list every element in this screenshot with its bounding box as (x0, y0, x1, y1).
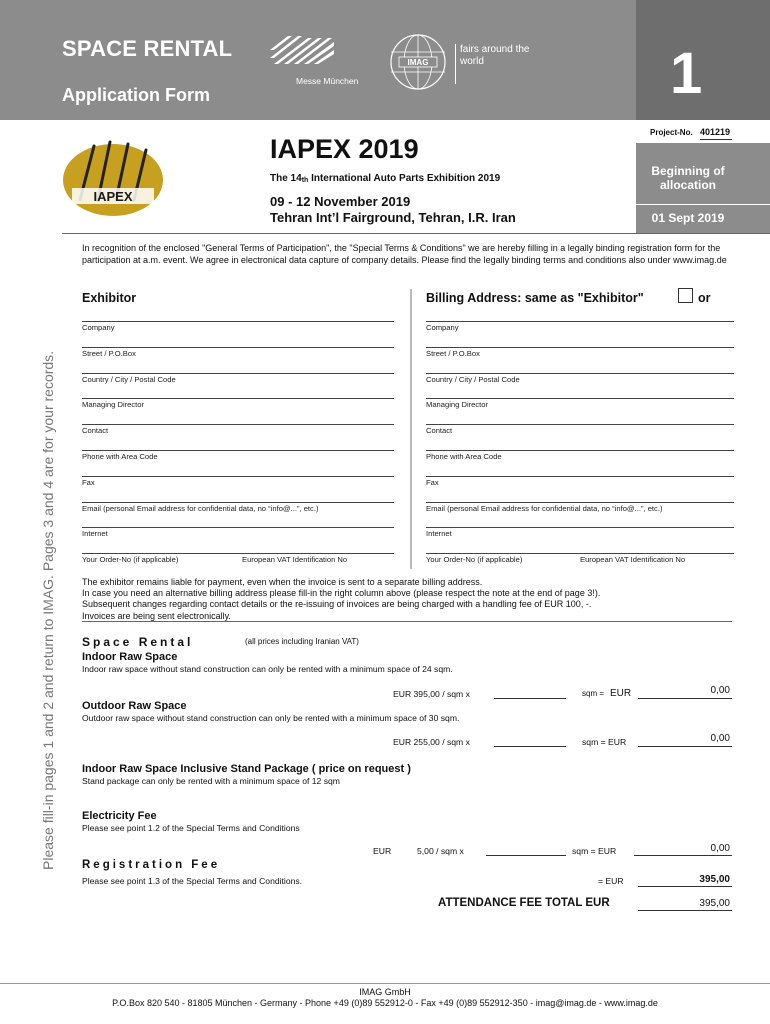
space-rental-note: (all prices including Iranian VAT) (245, 637, 359, 646)
exhibitor-field-label: Managing Director (82, 400, 145, 410)
event-venue: Tehran Int’l Fairground, Tehran, I.R. Iran (270, 210, 516, 225)
iapex-logo-text: IAPEX (93, 189, 133, 204)
total-amount-line (638, 910, 732, 911)
allocation-divider (636, 204, 770, 205)
exhibitor-field-label: Contact (82, 426, 109, 436)
billing-field-label: Phone with Area Code (426, 452, 502, 461)
billing-field-label: Email (personal Email address for confidential data, no “info@...”, etc.) (426, 503, 663, 513)
package-text: Stand package can only be rented with a minimum space of 12 sqm (82, 776, 340, 786)
form-subtitle: Application Form (62, 85, 210, 105)
allocation-date: 01 Sept 2019 (651, 211, 725, 225)
indoor-price: EUR 395,00 / sqm x (393, 689, 470, 699)
registration-amount-line (638, 886, 732, 887)
billing-or: or (698, 291, 711, 305)
outdoor-text: Outdoor raw space without stand construction can only be rented with a minimum space of 30 sqm. (82, 713, 460, 723)
header-page-box (636, 0, 770, 120)
registration-eur-label: = EUR (598, 876, 624, 886)
side-instruction: Please fill-in pages 1 and 2 and return to IMAG. Pages 3 and 4 are for your records. (40, 350, 56, 870)
billing-field-label: Street / P.O.Box (426, 348, 480, 358)
billing-field-label: Contact (426, 426, 453, 436)
electricity-heading: Electricity Fee (82, 810, 157, 822)
messe-label: Messe München (296, 76, 359, 86)
billing-field-input[interactable] (426, 527, 734, 528)
iapex-logo-icon (58, 128, 168, 224)
liability-line: Invoices are being sent electronically. (82, 610, 231, 621)
electricity-eur: EUR (373, 846, 392, 856)
registration-amount: 395,00 (699, 874, 730, 885)
page-number: 1 (670, 41, 703, 106)
liability-divider (82, 621, 732, 622)
exhibitor-field-label: Country / City / Postal Code (82, 374, 176, 384)
registration-text: Please see point 1.3 of the Special Terms and Conditions. (82, 876, 303, 886)
electricity-amount: 0,00 (710, 843, 730, 854)
exhibitor-field-label: Phone with Area Code (82, 452, 158, 461)
outdoor-amount-line (638, 746, 732, 747)
event-dates: 09 - 12 November 2019 (270, 194, 411, 209)
project-underline (700, 139, 732, 140)
exhibitor-field-input[interactable] (82, 527, 394, 528)
indoor-amount: 0,00 (710, 685, 730, 696)
billing-field-input[interactable] (426, 321, 734, 322)
messe-muenchen-logo-icon (270, 32, 370, 78)
exhibitor-field-input[interactable] (82, 424, 394, 425)
exhibitor-field-label: Internet (82, 529, 108, 539)
indoor-text: Indoor raw space without stand construction can only be rented with a minimum space of 24 sqm. (82, 664, 453, 674)
column-divider (410, 289, 412, 569)
project-number: 401219 (700, 127, 731, 137)
project-label: Project-No. (650, 128, 693, 137)
electricity-text: Please see point 1.2 of the Special Terms and Conditions (82, 823, 300, 833)
exhibitor-field-input[interactable] (82, 476, 394, 477)
indoor-heading: Indoor Raw Space (82, 651, 178, 663)
footer-divider (0, 983, 770, 984)
exhibitor-field-label: Company (82, 323, 115, 332)
exhibitor-field-input[interactable] (82, 450, 394, 451)
billing-heading: Billing Address: same as "Exhibitor" (426, 291, 644, 305)
footer-company: IMAG GmbH (359, 987, 411, 997)
total-amount: 395,00 (699, 898, 730, 909)
exhibitor-vat-label: European VAT Identification No (242, 555, 348, 565)
electricity-sqm-input[interactable] (486, 855, 566, 856)
outdoor-sqm-input[interactable] (494, 746, 566, 747)
imag-logo-text: IMAG (407, 58, 429, 67)
exhibitor-field-label: Street / P.O.Box (82, 348, 136, 358)
outdoor-amount: 0,00 (710, 733, 730, 744)
outdoor-heading: Outdoor Raw Space (82, 700, 187, 712)
billing-field-label: Country / City / Postal Code (426, 374, 520, 384)
indoor-sqm-input[interactable] (494, 698, 566, 699)
allocation-label: Beginning of allocation (651, 164, 725, 192)
imag-globe-logo-icon (388, 32, 448, 92)
billing-field-input[interactable] (426, 424, 734, 425)
footer-address: P.O.Box 820 540 - 81805 München - Germany - Phone +49 (0)89 552912-0 - Fax +49 (0)89 552912-350 - imag@imag.de - www.imag.de (112, 998, 658, 1008)
same-as-exhibitor-checkbox[interactable] (678, 288, 693, 303)
billing-field-label: Managing Director (426, 400, 489, 410)
billing-field-label: Company (426, 323, 459, 332)
billing-order-vat-input[interactable] (426, 553, 734, 554)
billing-vat-label: European VAT Identification No (580, 555, 686, 565)
billing-field-label: Internet (426, 529, 452, 539)
registration-heading: Registration Fee (82, 859, 221, 871)
billing-field-input[interactable] (426, 450, 734, 451)
exhibitor-field-label: Email (personal Email address for confidential data, no “info@...”, etc.) (82, 503, 319, 513)
billing-field-input[interactable] (426, 476, 734, 477)
billing-field-input[interactable] (426, 347, 734, 348)
exhibitor-field-input[interactable] (82, 502, 394, 503)
package-heading: Indoor Raw Space Inclusive Stand Package ( price on request ) (82, 763, 411, 775)
indoor-eur: EUR (610, 688, 632, 699)
event-title: IAPEX 2019 (270, 134, 419, 164)
billing-field-input[interactable] (426, 502, 734, 503)
event-divider (62, 233, 770, 234)
exhibitor-field-input[interactable] (82, 373, 394, 374)
electricity-sqm-label: sqm = EUR (572, 846, 617, 856)
exhibitor-heading: Exhibitor (82, 291, 137, 305)
liability-line: In case you need an alternative billing address please fill-in the right column above (please respect the note at the end of page 3!). (82, 588, 601, 599)
intro-text: In recognition of the enclosed "General Terms of Participation", the "Special Terms & Conditions" we are hereby filling in a legally binding registration form for the participation at a.m. event. We agree in electronical data capture of company details. Please find the legally binding terms and conditions also under www.imag.de (82, 243, 727, 265)
exhibitor-field-input[interactable] (82, 398, 394, 399)
indoor-amount-line (638, 698, 732, 699)
billing-field-input[interactable] (426, 373, 734, 374)
event-subtitle: The $14_{th}$ International Auto Parts Exhibition 2019 (270, 173, 501, 184)
space-rental-title: Space Rental (82, 635, 194, 649)
indoor-sqm-label: sqm = (582, 689, 605, 698)
exhibitor-field-input[interactable] (82, 347, 394, 348)
exhibitor-field-label: Fax (82, 477, 95, 487)
billing-field-label: Fax (426, 477, 439, 487)
electricity-amount-line (634, 855, 732, 856)
total-label: ATTENDANCE FEE TOTAL EUR (438, 897, 610, 909)
exhibitor-order-no-label: Your Order-No (if applicable) (82, 555, 179, 565)
liability-line: Subsequent changes regarding contact details or the re-issuing of invoices are being charged with a handling fee of EUR 100, -. (82, 599, 592, 610)
fairs-divider (455, 44, 456, 84)
exhibitor-order-vat-input[interactable] (82, 553, 394, 554)
electricity-price: 5,00 / sqm x (417, 846, 464, 856)
form-title: SPACE RENTAL (62, 36, 233, 61)
fairs-slogan: fairs around the world (460, 44, 530, 67)
liability-line: The exhibitor remains liable for payment, even when the invoice is sent to a separate billing address. (82, 577, 483, 587)
outdoor-price: EUR 255,00 / sqm x (393, 737, 470, 747)
liability-text (82, 577, 732, 622)
billing-field-input[interactable] (426, 398, 734, 399)
billing-order-no-label: Your Order-No (if applicable) (426, 555, 523, 565)
exhibitor-field-input[interactable] (82, 321, 394, 322)
outdoor-sqm-label: sqm = EUR (582, 737, 627, 747)
